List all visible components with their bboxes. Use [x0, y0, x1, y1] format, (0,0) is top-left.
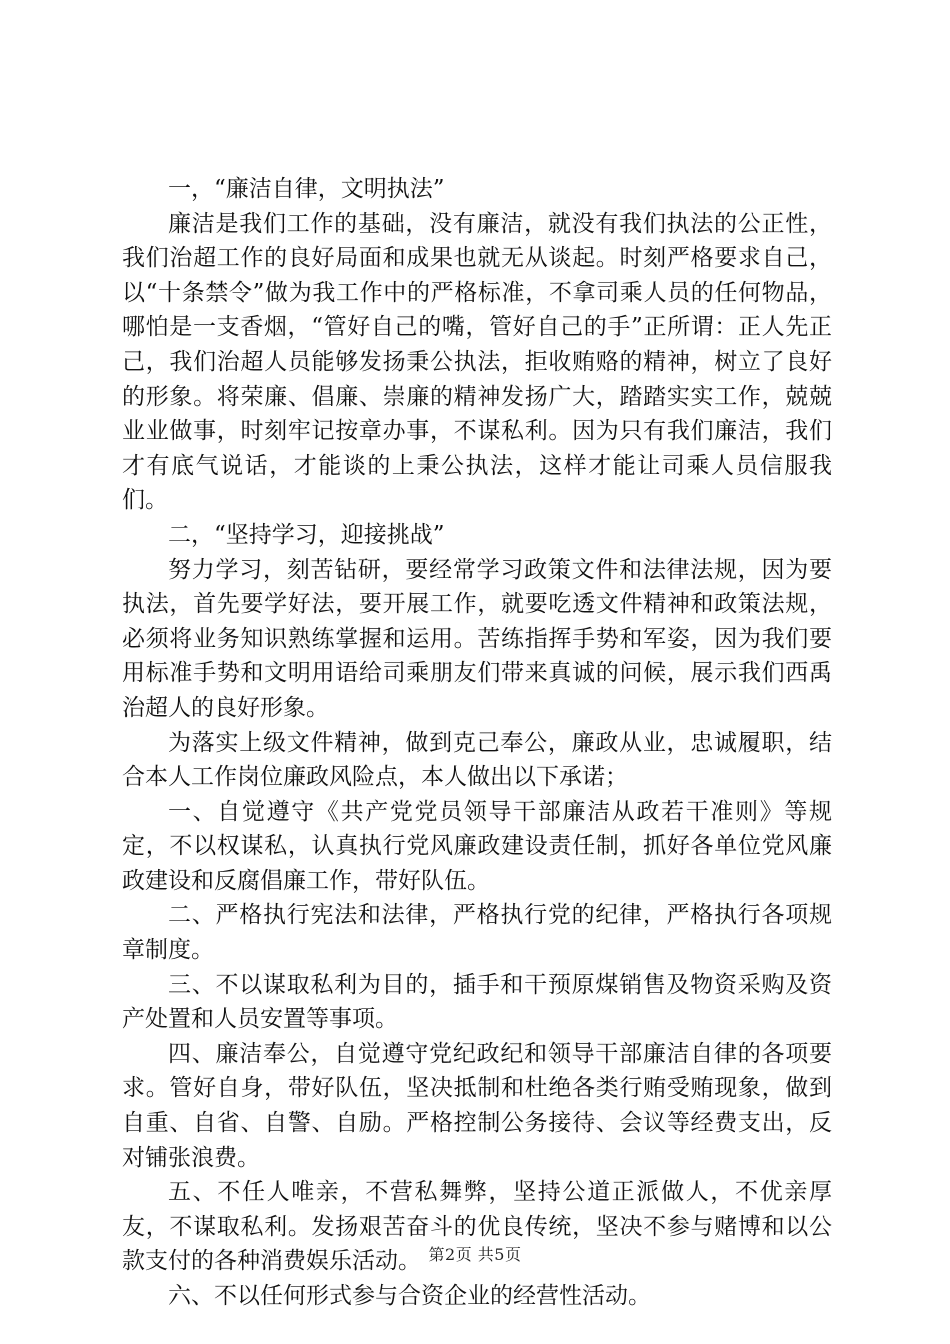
body-paragraph: 为落实上级文件精神，做到克己奉公，廉政从业，忠诚履职，结合本人工作岗位廉政风险点，本人做出以下承诺； [122, 729, 832, 791]
page-number-footer: 第2页 共5页 [428, 1245, 522, 1264]
body-paragraph: 廉洁是我们工作的基础，没有廉洁，就没有我们执法的公正性，我们治超工作的良好局面和成果也就无从谈起。时刻严格要求自己，以“十条禁令”做为我工作中的严格标准，不拿司乘人员的任何物品，哪怕是一支香烟，“管好自己的嘴，管好自己的手”正所谓：正人先正己，我们治超人员能够发扬秉公执法，拒收贿赂的精神，树立了良好的形象。将荣廉、倡廉、崇廉的精神发扬广大，踏踏实实工作，兢兢业业做事，时刻牢记按章办事，不谋私利。因为只有我们廉洁，我们才有底气说话，才能谈的上秉公执法，这样才能让司乘人员信服我们。 [122, 210, 832, 514]
pledge-item: 六、不以任何形式参与合资企业的经营性活动。 [168, 1283, 651, 1309]
pledge-item: 四、廉洁奉公，自觉遵守党纪政纪和领导干部廉洁自律的各项要求。管好自身，带好队伍，坚决抵制和杜绝各类行贿受贿现象，做到自重、自省、自警、自励。严格控制公务接待、会议等经费支出，反对铺张浪费。 [122, 1040, 832, 1171]
section-heading: 一，“廉洁自律，文明执法” [168, 176, 445, 202]
pledge-item: 三、不以谋取私利为目的，插手和干预原煤销售及物资采购及资产处置和人员安置等事项。 [122, 971, 832, 1033]
pledge-item: 一、自觉遵守《共产党党员领导干部廉洁从政若干准则》等规定，不以权谋私，认真执行党风廉政建设责任制，抓好各单位党风廉政建设和反腐倡廉工作，带好队伍。 [122, 798, 832, 894]
body-paragraph: 努力学习，刻苦钻研，要经常学习政策文件和法律法规，因为要执法，首先要学好法，要开展工作，就要吃透文件精神和政策法规，必须将业务知识熟练掌握和运用。苦练指挥手势和军姿，因为我们要用标准手势和文明用语给司乘朋友们带来真诚的问候，展示我们西禹治超人的良好形象。 [122, 556, 832, 721]
pledge-item: 五、不任人唯亲，不营私舞弊，坚持公道正派做人，不优亲厚友，不谋取私利。发扬艰苦奋斗的优良传统，坚决不参与赌博和以公款支付的各种消费娱乐活动。 [122, 1179, 832, 1275]
section-heading: 二，“坚持学习，迎接挑战” [168, 521, 445, 548]
document-body [122, 172, 832, 1314]
pledge-item: 二、严格执行宪法和法律，严格执行党的纪律，严格执行各项规章制度。 [122, 902, 832, 964]
